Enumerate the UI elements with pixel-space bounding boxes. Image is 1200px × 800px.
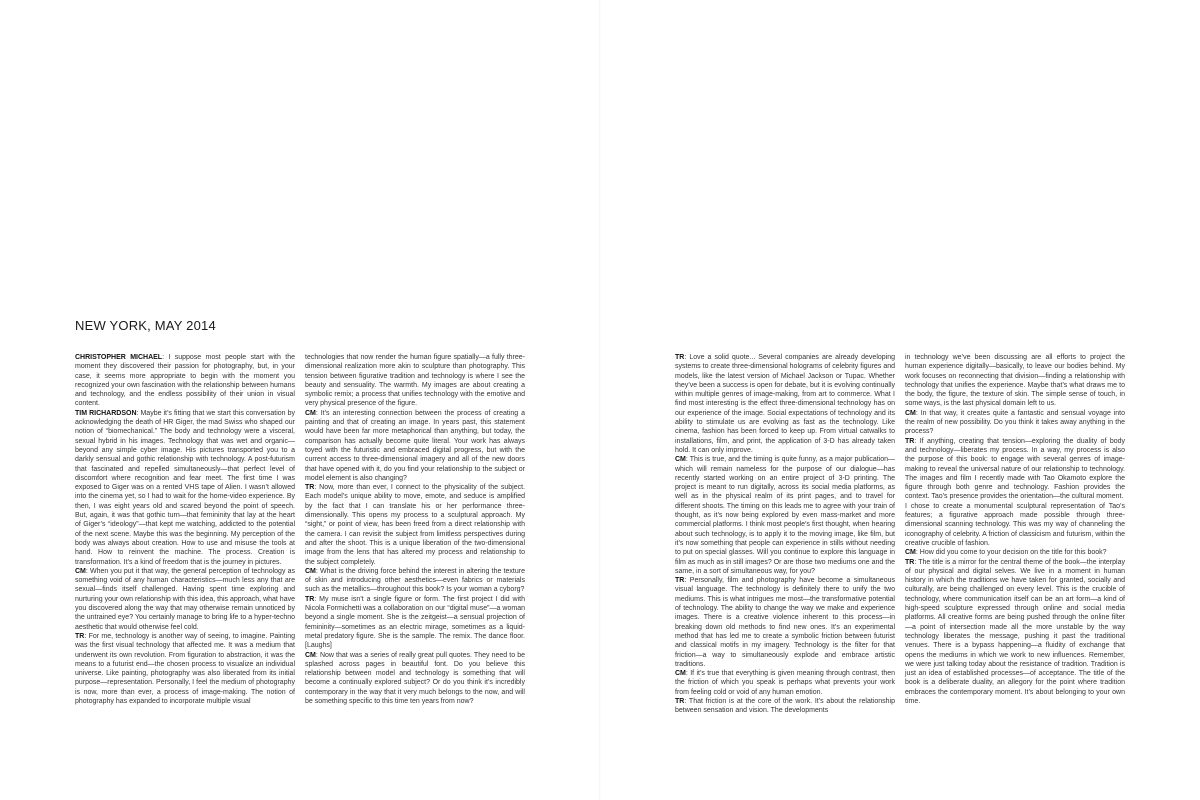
speaker-name: TR <box>305 595 315 603</box>
interview-paragraph <box>75 567 295 632</box>
paragraph-text: : I suppose most people start with the moment they discovered their passion for photography, but, in your case, it seems more appropriate to begin with the moment you recognized your own fascination with the relationship between humans and technology, and the endless possibility of their union in visual content. <box>75 354 295 408</box>
speaker-name: TR <box>905 437 915 445</box>
speaker-name: TR <box>675 354 685 361</box>
speaker-name: CM <box>305 567 316 575</box>
interview-paragraph <box>675 353 895 455</box>
paragraph-text: : That friction is at the core of the work. It’s about the relationship between sensation and vision. The developments <box>675 697 895 715</box>
speaker-name: TIM RICHARDSON <box>75 409 137 417</box>
text-column-4 <box>905 353 1125 706</box>
speaker-name: CM <box>905 549 916 557</box>
interview-paragraph <box>305 483 525 567</box>
paragraph-text: : In that way, it creates quite a fantastic and sensual voyage into the realm of new possibility. Do you think it takes away anything in the process? <box>905 409 1125 436</box>
paragraph-text: : Now, more than ever, I connect to the physicality of the subject. Each model’s unique ability to move, emote, and seduce is amplified by the fact that I can translate his or her performance three-dimensionally. This opens my process to a sculptural approach. My “sight,” or point of view, has been freed from a direct relationship with the camera. I can revisit the subject from limitless perspectives during and after the shoot. This is a unique liberation of the two-dimensional image from the lens that has altered my process and relationship to the subject completely. <box>305 484 525 566</box>
paragraph-text: : If anything, creating that tension—exploring the duality of body and technology—liberates my process. In a way, my process is also the purpose of this book: to engage with several genres of image-making to reveal the universal nature of our relationship to technology. The images and film I recently made with Tao Okamoto explore the figure through both genre and technology. Fashion provides the context. Tao’s presence provides the orientation—the cultural moment. <box>905 437 1125 501</box>
interview-paragraph <box>905 548 1125 557</box>
interview-paragraph <box>305 567 525 595</box>
paragraph-text: : My muse isn’t a single figure or form. The first project I did with Nicola Formichetti was a collaboration on our “digital muse”—a woman beyond a single moment. She is the zeitgeist—a sensual projection of femininity—sometimes as an electric mirage, sometimes as a liquid-metal predatory figure. She is the sample. The remix. The dance floor. [Laughs] <box>305 595 525 650</box>
speaker-name: CM <box>675 456 686 464</box>
interview-paragraph <box>305 409 525 483</box>
interview-paragraph <box>305 651 525 707</box>
interview-paragraph <box>905 437 1125 502</box>
interview-paragraph <box>905 353 1125 409</box>
speaker-name: CM <box>305 651 316 659</box>
interview-paragraph <box>305 595 525 651</box>
interview-paragraph <box>75 632 295 706</box>
paragraph-text: : This is true, and the timing is quite funny, as a major publication—which will remain nameless for the purpose of our dialogue—has recently started working on an entire project of 3-D printing. The project is meant to run digitally, across its social media platforms, as well as in the physical realm of its print pages, and to travel for different shoots. The timing on this leads me to agree with your train of thought, as it’s now being explored by even mass-market and more commercial platforms. I think most people’s first thought, when hearing about such technology, is to apply it to the moving image, like film, but it’s now something that people can experience in stills without needing to put on special glasses. Will you continue to explore this language in film as much as in still images? Or are those two mediums one and the same, in a sort of simultaneous way, for you? <box>675 456 895 575</box>
speaker-name: TR <box>75 632 85 640</box>
paragraph-text: : It’s an interesting connection between the process of creating a painting and that of creating an image. In years past, this statement would have been far more metaphorical than anything, but today, the comparison has actually become quite literal. Your work has always toyed with the futuristic and embraced digital progress, but with the current access to three-dimensional imagery and all of the new doors that have opened with it, do you find your relationship to the subject or model element is also changing? <box>305 409 525 482</box>
speaker-name: CM <box>305 409 316 417</box>
paragraph-text: : Now that was a series of really great pull quotes. They need to be splashed across pages in beautiful font. Do you believe this relationship between model and technology is something that will become a continually explored subject? Or do you think it’s incredibly contemporary in the way that it very much belongs to the now, and will be something specific to this time ten years from now? <box>305 651 525 705</box>
paragraph-text: : When you put it that way, the general perception of technology as something void of any human characteristics—much less any that are sexual—finds itself challenged. Having spent time exploring and nurturing your own relationship with this idea, this approach, what have you discovered along the way that may otherwise remain unnoticed by the untrained eye? You certainly manage to bring life to a hyper-techno aesthetic that would otherwise feel cold. <box>75 567 295 631</box>
paragraph-text: : The title is a mirror for the central theme of the book—the interplay of our physical and digital selves. We live in a moment in human history in which the traditions we have taken for granted, socially and culturally, are being challenged on every level. This is the crucible of technology, where communication itself can be an art form—a kind of high-speed sculpture expressed through online and social media platforms. All creative forms are being pushed through the online filter—a point of intersection made all the more unstable by the way technology liberates the message, pushing it past the traditional venues. There is a bypass happening—a fluidity of exchange that opens the mediums in which we work to new influences. Remember, we were just talking today about the resistance of tradition. Tradition is just an idea of established processes—of acceptance. The title of the book is a deliberate duality, an allegory for the point where tradition embraces the contemporary moment. It’s about belonging to your own time. <box>905 558 1125 705</box>
paragraph-text: in technology we’ve been discussing are all efforts to project the human experience digitally—basically, to leave our bodies behind. My work focuses on reconnecting that division—finding a relationship with technology that unifies the experience. Maybe that’s what draws me to the body, the figure, the texture of skin. The simple sense of touch, in some ways, is the last physical domain left to us. <box>905 354 1125 408</box>
page-gutter <box>599 0 601 800</box>
interview-paragraph <box>75 409 295 567</box>
text-column-3 <box>675 353 895 716</box>
interview-paragraph <box>905 558 1125 707</box>
paragraph-text: : Love a solid quote... Several companies are already developing systems to create three-dimensional holograms of celebrity figures and models, like the latest version of Michael Jackson or Tupac. Whether they’ve been a success is open for debate, but it is evolving continually within multiple genres of image-making, from art to commerce. What I find most interesting is the effect three-dimensional technology has on our experience of the image. Social expectations of technology and its ability to stimulate us are evolving as fast as the technology. Like cinema, fashion has been forced to keep up. From virtual catwalks to installations, film, and print, the application of 3-D has already taken hold. It can only improve. <box>675 354 895 454</box>
speaker-name: TR <box>305 484 315 492</box>
speaker-name: CM <box>675 670 686 678</box>
interview-paragraph <box>75 353 295 409</box>
paragraph-text: : If it’s true that everything is given meaning through contrast, then the friction of which you speak is perhaps what prevents your work from feeling cold or void of any human emotion. <box>675 670 895 696</box>
speaker-name: TR <box>905 558 915 566</box>
paragraph-text: : Personally, film and photography have become a simultaneous visual language. The technology is definitely there to unify the two mediums. This is what intrigues me most—the transformative potential of technology. The ability to change the way we make and experience images. There is a creative violence inherent to this process—in breaking down old methods to find new ones. It’s an experimental method that has led me to create a symbolic friction between futurist and classical motifs in my imagery. Technology is the filter for that friction—a way to simultaneously explode and embrace artistic traditions. <box>675 577 895 668</box>
interview-paragraph <box>675 669 895 697</box>
speaker-name: CHRISTOPHER MICHAEL <box>75 354 163 361</box>
paragraph-text: : What is the driving force behind the interest in altering the texture of skin and introducing other aesthetics—even fabrics or materials such as the metallics—throughout this book? Is your woman a cyborg? <box>305 567 525 594</box>
speaker-name: CM <box>75 567 86 575</box>
paragraph-text: : How did you come to your decision on the title for this book? <box>915 549 1107 557</box>
paragraph-text: : Maybe it’s fitting that we start this conversation by acknowledging the death of HR Giger, the mad Swiss who shaped our notion of “biomechanical.” The body and technology were a visceral, sexual hybrid in his images. Technology that was wet and organic—beyond any simple cyber image. His pictures transported you to a darkly sensual and gothic relationship with technology. A post-futurism that fascinated and repelled simultaneously—that perfect level of discomfort where recognition and fear meet. The first time I was exposed to Giger was on a rented VHS tape of Alien. I wasn’t allowed into the cinema yet, so I had to wait for the home-video experience. By then, I was eight years old and scared beyond the point of speech. But, again, it was that gothic turn—that femininity that lay at the heart of Giger’s “ideology”—that kept me watching, addicted to the potential of the next scene. Maybe this was the beginning. My perception of the body was always about creation. How to use and misuse the tools at hand. How to reinvent the machine. The process. Creation is transformation. It’s a kind of freedom that is the journey in pictures. <box>75 409 295 566</box>
text-column-1 <box>75 353 295 706</box>
interview-paragraph <box>675 697 895 716</box>
paragraph-text: I chose to create a monumental sculptural representation of Tao’s features; a figurative approach made possible through three-dimensional scanning technology. This was my way of channeling the iconography of celebrity. A friction of classicism and futurism, within the creative crucible of fashion. <box>905 502 1125 547</box>
speaker-name: TR <box>675 577 685 585</box>
interview-paragraph <box>905 409 1125 437</box>
text-column-2 <box>305 353 525 706</box>
speaker-name: TR <box>675 697 685 705</box>
page-heading: NEW YORK, MAY 2014 <box>75 318 216 333</box>
interview-paragraph <box>675 576 895 669</box>
interview-paragraph <box>905 502 1125 548</box>
paragraph-text: : For me, technology is another way of seeing, to imagine. Painting was the first visual technology that affected me. It was a medium that underwent its own revolution. From figuration to abstraction, it was the means to a futurist end—the chosen process to visualize an individual universe. Like painting, photography was also liberated from its initial purpose—representation. Personally, I feel the medium of photography is now, more than ever, a process of image-making. The notion of photography has expanded to incorporate multiple visual <box>75 632 295 705</box>
paragraph-text: technologies that now render the human figure spatially—a fully three-dimensional realization more akin to sculpture than photography. This tension between figurative tradition and technology is where I see the beauty and sensuality. The warmth. My images are about creating a symbolic remix; a process that unifies technology with the emotive and very physical presence of the figure. <box>305 354 525 408</box>
interview-paragraph <box>675 455 895 576</box>
speaker-name: CM <box>905 409 916 417</box>
interview-paragraph <box>305 353 525 409</box>
